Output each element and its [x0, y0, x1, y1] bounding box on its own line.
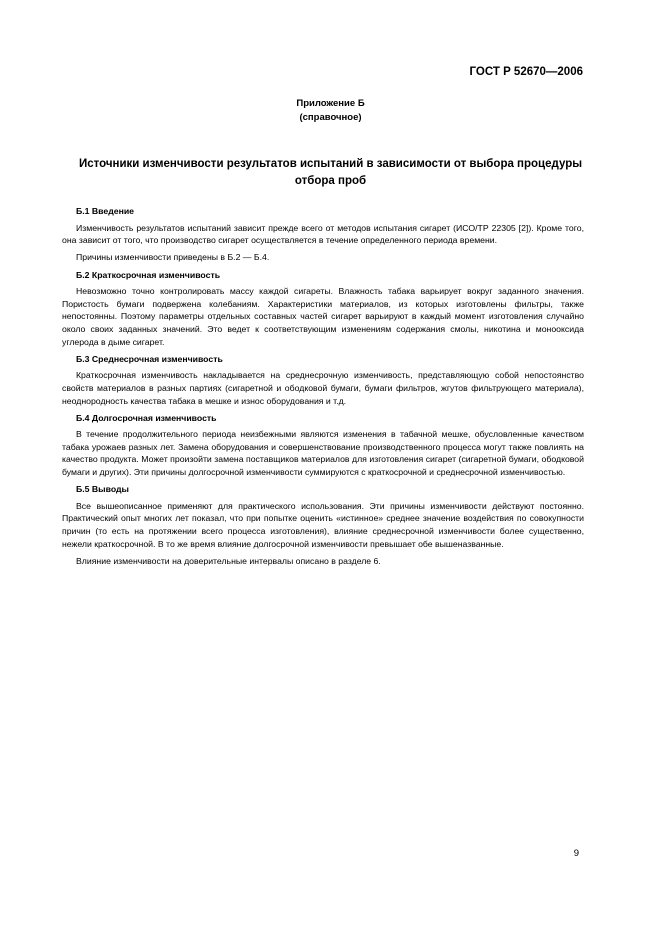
annex-type: (справочное): [299, 112, 362, 123]
section-conclusions: [62, 483, 584, 567]
paragraph: Причины изменчивости приведены в Б.2 — Б.4.: [76, 252, 270, 263]
page-number: 9: [573, 848, 579, 859]
annex-header: [0, 97, 661, 125]
standard-number: ГОСТ Р 52670—2006: [469, 66, 583, 78]
section-heading: Б.5 Выводы: [76, 484, 129, 495]
section-heading: Б.1 Введение: [76, 206, 134, 216]
section-introduction: [62, 205, 584, 264]
paragraph: Изменчивость результатов испытаний зависит прежде всего от методов испытания сигарет (ИСО/ТР 22305 [2]). Кроме того, она зависит от того, что производство сигарет осуществляется в течение определенного периода времени.: [62, 222, 584, 246]
section-heading: Б.2 Краткосрочная изменчивость: [76, 269, 221, 280]
document-body: [62, 205, 584, 572]
paragraph: Влияние изменчивости на доверительные интервалы описано в разделе 6.: [76, 555, 381, 566]
section-medium-term: [62, 353, 584, 407]
page-title-line-1: Источники изменчивости результатов испытаний в зависимости от выбора процедуры: [78, 158, 583, 170]
page-title: [62, 156, 599, 190]
section-heading: Б.4 Долгосрочная изменчивость: [76, 412, 217, 423]
paragraph: Краткосрочная изменчивость накладывается на среднесрочную изменчивость, представляющую собой непостоянство свойств материалов в разных партиях (сигаретной и ободковой бумаги, бумаги фильтров, жгутов фильтрующего материала), неоднородность качества табака в мешке и износ оборудования и т.д.: [62, 370, 584, 406]
section-short-term: [62, 269, 584, 349]
paragraph: В течение продолжительного периода неизбежными являются изменения в табачной мешке, обусловленные качеством табака урожаев разных лет. Замена оборудования и совершенствование производственного процесса могут также повлиять на качество продукта. Может произойти замена поставщиков материалов для изготовления сигарет (сигаретной бумаги, ободковой бумаги и других). Эти причины долгосрочной изменчивости суммируются с краткосрочной и среднесрочной изменчивостью.: [62, 429, 584, 478]
section-long-term: [62, 412, 584, 479]
paragraph: Невозможно точно контролировать массу каждой сигареты. Влажность табака варьирует вокруг заданного значения. Пористость бумаги подвержена колебаниям. Характеристики материалов, из которых изготовлены фильтры, также непостоянны. Поэтому параметры отдельных составных частей сигарет варьируют в каждый момент изготовления случайно около своих заданных значений. Это ведет к соответствующим изменениям содержания смолы, никотина и монооксида углерода в дыме сигарет.: [62, 286, 584, 347]
annex-title: Приложение Б: [296, 98, 365, 109]
section-heading: Б.3 Среднесрочная изменчивость: [76, 353, 223, 364]
paragraph: Все вышеописанное применяют для практического использования. Эти причины изменчивости действуют постоянно. Практический опыт многих лет показал, что при попытке оценить «истинное» среднее значение воздействия по совокупности причин (то есть на протяжении всего процесса изготовления), влияние среднесрочной изменчивости более существенно, нежели краткосрочной. В то же время влияние долгосрочной изменчивости превышает обе вышеназванные.: [62, 500, 584, 549]
page-title-line-2: отбора проб: [294, 175, 367, 187]
